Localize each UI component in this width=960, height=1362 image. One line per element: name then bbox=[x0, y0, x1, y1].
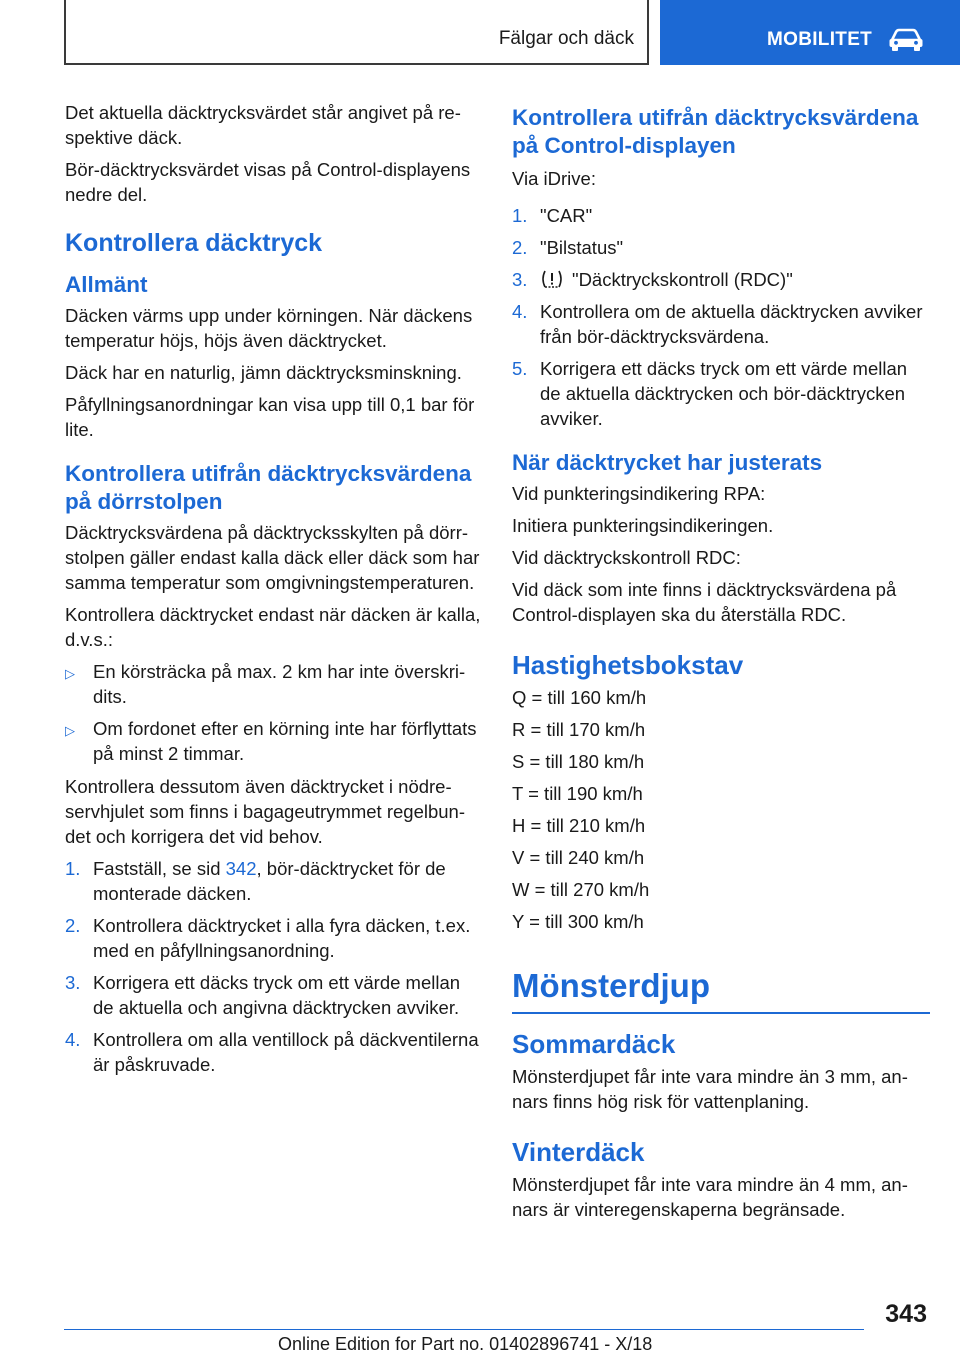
paragraph: Det aktuella däcktrycksvärdet står angivet på respektive däck. bbox=[65, 102, 461, 148]
list-item: W = till 270 km/h bbox=[512, 879, 650, 900]
paragraph: Via iDrive: bbox=[512, 168, 596, 189]
idrive-steps bbox=[512, 203, 930, 431]
list-item: R = till 170 km/h bbox=[512, 719, 646, 740]
heading-speed-rating: Hastighetsbokstav bbox=[512, 650, 744, 680]
condition-list bbox=[65, 659, 483, 766]
paragraph: Däck har en naturlig, jämn däcktrycksminskning. bbox=[65, 362, 462, 383]
paragraph: Mönsterdjupet får inte vara mindre än 4 mm, annars är vinteregenskaperna begränsade. bbox=[512, 1174, 908, 1220]
car-icon bbox=[888, 28, 924, 52]
list-item: T = till 190 km/h bbox=[512, 783, 643, 804]
edition-text: Online Edition for Part no. 01402896741 - X/18 bbox=[278, 1334, 653, 1354]
paragraph: Däcktrycksvärdena på däcktrycksskylten på dörrstolpen gäller endast kalla däck eller däck som har samma temperatur som omgivningstemperaturen. bbox=[65, 522, 480, 593]
paragraph: Mönsterdjupet får inte vara mindre än 3 mm, annars finns hög risk för vattenplaning. bbox=[512, 1066, 908, 1112]
page-number: 343 bbox=[885, 1300, 927, 1328]
paragraph: Däcken värms upp under körningen. När däckens temperatur höjs, höjs även däcktrycket. bbox=[65, 305, 473, 351]
left-column bbox=[65, 100, 483, 1085]
list-item: 1. Fastställ, se sid 342, bör-däcktrycket för de monterade däcken. bbox=[65, 858, 446, 904]
heading-winter-tires: Vinterdäck bbox=[512, 1137, 645, 1167]
list-item: V = till 240 km/h bbox=[512, 847, 645, 868]
list-item: 4. Kontrollera om de aktuella däcktrycken avviker från bör-däcktrycksvärdena. bbox=[512, 301, 923, 347]
heading-tread-depth: Mönsterdjup bbox=[512, 946, 930, 1014]
check-steps bbox=[65, 856, 483, 1077]
chapter-tab[interactable] bbox=[660, 0, 960, 65]
right-column bbox=[512, 100, 930, 1229]
list-item: ▷ En körsträcka på max. 2 km har inte överskridits. bbox=[65, 661, 466, 707]
list-item: 5. Korrigera ett däcks tryck om ett värde mellan de aktuella däcktrycken och bör-däcktrycken avviker. bbox=[512, 358, 908, 429]
section-header bbox=[64, 0, 649, 65]
list-item: 4. Kontrollera om alla ventillock på däckventilerna är påskruvade. bbox=[65, 1029, 479, 1075]
list-item: S = till 180 km/h bbox=[512, 751, 645, 772]
speed-rating-list bbox=[512, 685, 930, 934]
heading-control-display: Kontrollera utifrån däcktrycksvärdena på Control-displayen bbox=[512, 105, 919, 158]
paragraph: Bör-däcktrycksvärdet visas på Control-displayens nedre del. bbox=[65, 159, 471, 205]
footer-divider bbox=[64, 1329, 864, 1330]
paragraph: Påfyllningsanordningar kan visa upp till 0,1 bar för lite. bbox=[65, 394, 475, 440]
heading-check-pressure: Kontrollera däcktryck bbox=[65, 229, 323, 257]
paragraph: Vid punkteringsindikering RPA: bbox=[512, 483, 766, 504]
heading-door-pillar: Kontrollera utifrån däcktrycksvärdena på dörrstolpen bbox=[65, 461, 472, 514]
paragraph: Initiera punkteringsindikeringen. bbox=[512, 515, 774, 536]
chapter-title: MOBILITET bbox=[767, 29, 873, 50]
list-item: H = till 210 km/h bbox=[512, 815, 646, 836]
paragraph: Kontrollera dessutom även däcktrycket i nödreservhjulet som finns i bagageutrymmet regelbundet och korrigera det vid behov. bbox=[65, 776, 466, 847]
list-item: 3. Korrigera ett däcks tryck om ett värde mellan de aktuella och angivna däcktrycken avviker. bbox=[65, 972, 461, 1018]
list-item: ▷ Om fordonet efter en körning inte har förflyttats på minst 2 timmar. bbox=[65, 718, 477, 764]
page-link-342[interactable]: 342 bbox=[225, 858, 257, 879]
triangle-bullet-icon: ▷ bbox=[65, 723, 75, 738]
list-item: 2. "Bilstatus" bbox=[512, 237, 624, 258]
list-item: 3. "Däcktryckskontroll (RDC)" bbox=[512, 269, 793, 290]
list-item: 2. Kontrollera däcktrycket i alla fyra däcken, t.ex. med en påfyllningsanordning. bbox=[65, 915, 471, 961]
heading-general: Allmänt bbox=[65, 272, 148, 297]
list-item: Y = till 300 km/h bbox=[512, 911, 644, 932]
paragraph: Kontrollera däcktrycket endast när däcken är kalla, d.v.s.: bbox=[65, 604, 481, 650]
heading-summer-tires: Sommardäck bbox=[512, 1029, 676, 1059]
paragraph: Vid däcktryckskontroll RDC: bbox=[512, 547, 741, 568]
paragraph: Vid däck som inte finns i däcktrycksvärdena på Control-displayen ska du återställa RDC. bbox=[512, 579, 897, 625]
list-item: Q = till 160 km/h bbox=[512, 687, 647, 708]
list-item: 1. "CAR" bbox=[512, 205, 593, 226]
heading-after-adjust: När däcktrycket har justerats bbox=[512, 450, 823, 475]
triangle-bullet-icon: ▷ bbox=[65, 666, 75, 681]
tire-pressure-warning-icon bbox=[540, 269, 564, 289]
section-title: Fälgar och däck bbox=[498, 28, 634, 49]
